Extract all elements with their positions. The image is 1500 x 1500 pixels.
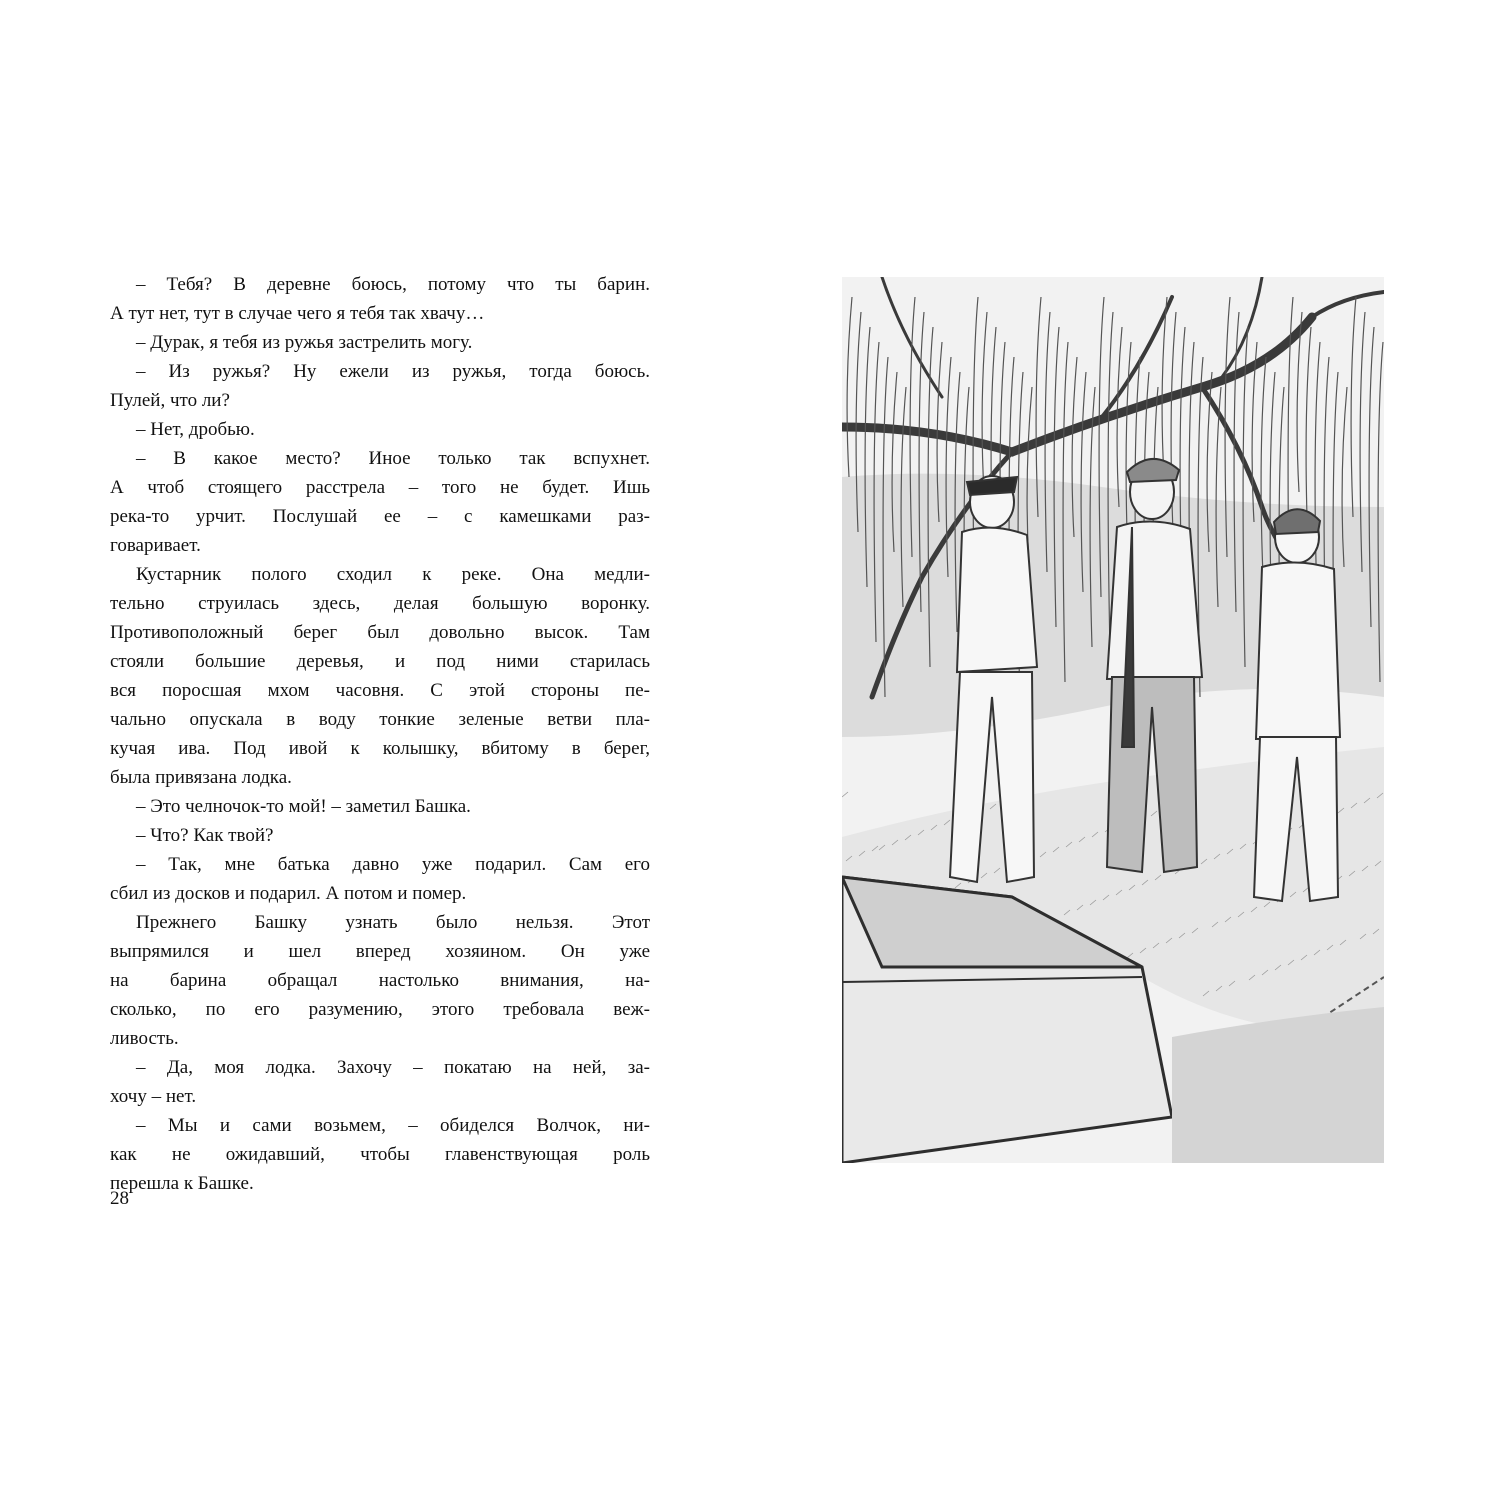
- text-line: была привязана лодка.: [110, 767, 292, 788]
- text-line: ливость.: [110, 1028, 179, 1049]
- text-line: А тут нет, тут в случае чего я тебя так хвачу…: [110, 303, 485, 324]
- text-line: тельно струилась здесь, делая большую воронку.: [110, 593, 650, 614]
- text-line: Противоположный берег был довольно высок. Там: [110, 622, 650, 643]
- text-line: Кустарник полого сходил к реке. Она медли-: [136, 564, 650, 585]
- text-line: – В какое место? Иное только так вспухнет.: [136, 448, 650, 469]
- text-line: А чтоб стоящего расстрела – того не будет. Ишь: [110, 477, 650, 498]
- text-line: – Мы и сами возьмем, – обиделся Волчок, ни-: [136, 1115, 650, 1136]
- text-line: стояли большие деревья, и под ними старилась: [110, 651, 650, 672]
- text-line: выпрямился и шел вперед хозяином. Он уже: [110, 941, 650, 962]
- text-line: Прежнего Башку узнать было нельзя. Этот: [136, 912, 650, 933]
- pencil-illustration: [842, 277, 1384, 1163]
- text-line: – Из ружья? Ну ежели из ружья, тогда боюсь.: [136, 361, 650, 382]
- text-line: сбил из досков и подарил. А потом и помер.: [110, 883, 467, 904]
- text-line: – Да, моя лодка. Захочу – покатаю на ней, за-: [136, 1057, 650, 1078]
- text-line: – Что? Как твой?: [136, 825, 274, 846]
- text-line: Пулей, что ли?: [110, 390, 230, 411]
- text-line: перешла к Башке.: [110, 1173, 254, 1194]
- text-line: чально опускала в воду тонкие зеленые ветви пла-: [110, 709, 650, 730]
- illustration-drawing: [842, 277, 1384, 1163]
- text-line: сколько, по его разумению, этого требовала веж-: [110, 999, 650, 1020]
- text-line: – Так, мне батька давно уже подарил. Сам его: [136, 854, 650, 875]
- text-line: как не ожидавший, чтобы главенствующая роль: [110, 1144, 650, 1165]
- body-text: [110, 270, 650, 1198]
- text-line: хочу – нет.: [110, 1086, 197, 1107]
- text-line: говаривает.: [110, 535, 201, 556]
- text-line: кучая ива. Под ивой к колышку, вбитому в берег,: [110, 738, 650, 759]
- text-line: вся поросшая мхом часовня. С этой стороны пе-: [110, 680, 650, 701]
- text-line: – Нет, дробью.: [136, 419, 255, 440]
- text-line: – Дурак, я тебя из ружья застрелить могу.: [136, 332, 473, 353]
- text-line: на барина обращал настолько внимания, на-: [110, 970, 650, 991]
- text-line: – Тебя? В деревне боюсь, потому что ты барин.: [136, 274, 650, 295]
- text-line: река-то урчит. Послушай ее – с камешками раз-: [110, 506, 650, 527]
- page-number: 28: [110, 1188, 129, 1209]
- text-line: – Это челночок-то мой! – заметил Башка.: [136, 796, 471, 817]
